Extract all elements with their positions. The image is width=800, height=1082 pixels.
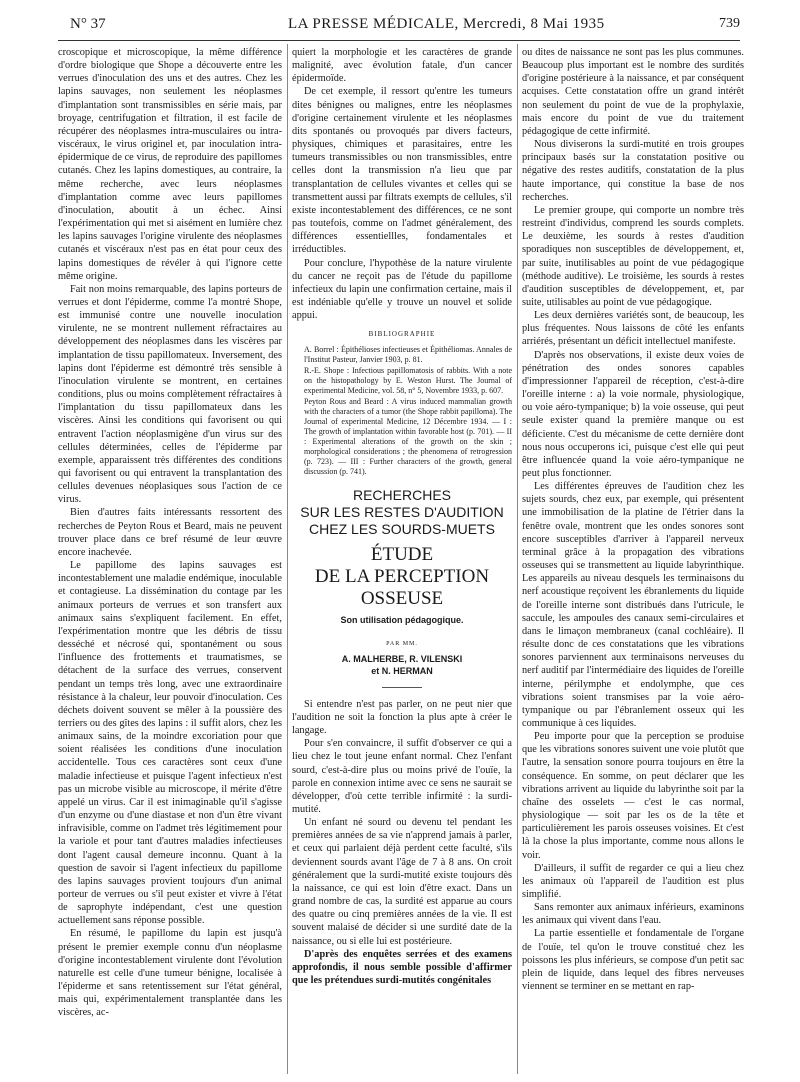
article-heading [292,487,512,687]
paragraph: D'après nos observations, il existe deux voies de pénétration des ondes sonores capables d'impressionner l'appareil de réception, c'est-à-dire l'oreille interne : a) la voie normale, physiologique, ou voie aéro-tympanique; b) la voie osseuse, qui peut seule exister quand la première manque ou est déficiente. C'est du mécanisme de cette dernière dont nous nous occuperons ici, puisque c'est elle qui peut être influencée quand la voie aéro-tympanique ne peut plus fonctionner. [522,349,744,479]
paragraph: Un enfant né sourd ou devenu tel pendant les premières années de sa vie n'apprend jamais à parler, et ceux qui parlaient déjà perdent cette faculté, s'ils deviennent sourds avant l'âge de 7 à 8 ans. On croit généralement que la surdi-mutité existe toujours dès la naissance, ce qui est loin d'être exact. Dans un grand nombre de cas, la surdité est apparue au cours des quatre ou cinq premières années de la vie. Il est souvent malaisé de décider si une surdité date de la naissance, ou si elle lui est postérieure. [292,817,512,947]
byline-par: PAR MM. [386,640,418,647]
separator-rule [382,687,422,688]
authors [292,653,512,677]
title-line: RECHERCHES [352,487,451,504]
paragraph: La partie essentielle et fondamentale de l'organe de l'ouïe, tel qu'on le trouve constitué chez les poissons les plus inférieurs, se compose d'un petit sac plein de liquide, dans lequel des fibres nerveuses viennent se terminer en se mettant en rap- [522,928,744,993]
paragraph: Les deux dernières variétés sont, de beaucoup, les plus fréquentes. Nous laissons de côté les enfants arriérés, présentant un déficit intellectuel manifeste. [522,310,744,348]
journal-title: LA PRESSE MÉDICALE, Mercredi, 8 Mai 1935 [288,16,605,32]
column-2 [292,46,512,987]
paragraph: De cet exemple, il ressort qu'entre les tumeurs dites bénignes ou malignes, entre les néoplasmes d'origine certainement virulente et les néoplasmes dits spontanés ou provoqués par divers facteurs, physiques, chimiques et parasitaires, entre les tumeurs transmissibles ou non transmissibles, entre celles dont la transmission n'a lieu que par transplantation de cellules vivantes et celles qui se transmettent aussi par filtrats exempts de cellules, s'il existe incontestablement des différences, ce ne sont pas toutefois, comme on l'admet généralement, des différences essentiellles, fondamentales et irréductibles. [292,86,512,256]
page-number: 739 [719,16,740,31]
bibliography-entry: R.-E. Shope : Infectious papillomatosis of rabbits. With a note on the histopathology by E. Weston Hurst. The Journal of experimental Medicine, vol. 58, n° 5, Novembre 1933, p. 607. [304,366,512,396]
header-rule [58,40,740,41]
paragraph: Pour s'en convaincre, il suffit d'observer ce qui a lieu chez le tout jeune enfant normal. Chez l'enfant sourd, c'est-à-dire plus ou moins privé de l'ouïe, la parole en connexion intime avec ce sens ne saurait se développer, d'où cette terrible infirmité : la surdi-mutité. [292,738,512,815]
column-3 [522,46,744,993]
paragraph: D'ailleurs, il suffit de regarder ce qui a lieu chez les animaux où l'appareil de l'audition est plus simplifié. [522,862,744,900]
author-line: A. MALHERBE, R. VILENSKI [341,653,463,664]
paragraph: Le premier groupe, qui comporte un nombre très restreint d'individus, comprend les sourds complets. Le deuxième, les sourds à restes d'audition sporadiques non susceptibles de développement, et, par suite, inutilisables au point de vue pédagogique (méthode auditive). Le troisième, les sourds à restes d'audition susceptibles de développement, et, par suite, utilisables au point de vue pédagogique. [522,204,744,308]
paragraph: Bien d'autres faits intéressants ressortent des recherches de Peyton Rous et Beard, mais ne peuvent trouver place dans ce bref résumé de leur œuvre encore inachevée. [58,507,282,558]
paragraph: D'après des enquêtes serrées et des examens approfondis, il nous semble possible d'affirmer que les prétendues surdi-mutités congénitales [292,948,512,987]
paragraph: Peu importe pour que la perception se produise que les vibrations sonores suivent une voie plutôt que l'autre, la sensation sonore pourra toujours en être la conséquence. En somme, on peut déclarer que les vibrations arrivent au liquide du labyrinthe soit par la chaîne des osselets — c'est le cas normal, physiologique — soit par les os de la tête et particulièrement les parois osseuses voisines. Et c'est là la chose la plus importante, comme nous allons le voir. [522,731,744,861]
page-header [58,10,740,34]
paragraph: Pour conclure, l'hypothèse de la nature virulente du cancer ne reçoit pas de l'étude du papillome infectieux du lapin une confirmation certaine, mais il est indéniable qu'elle y trouve un nouvel et solide appui. [292,257,512,322]
author-line: et N. HERMAN [371,665,433,676]
bibliography [292,345,512,477]
column-divider [517,44,518,1074]
title-line: SUR LES RESTES D'AUDITION [300,504,504,521]
paragraph: quiert la morphologie et les caractères de grande malignité, avec évolution fatale, d'un cancer épidermoïde. [292,47,512,85]
paragraph: Fait non moins remarquable, des lapins porteurs de verrues et dont l'épiderme, comme l'a montré Shope, est immunisé contre une nouvelle inoculation virulente, ne se montrent nullement réfractaires au développement des néoplasmes dans les viscères par implantation de tissu papillomateux. Inversement, des lapins dont l'épiderme est démontré très sensible à l'inoculation virulente se montrent, en certaines conditions, plus ou moins complètement réfractaires à l'implantation du tissu papillomateux dans les viscères. Ainsi les conditions qui favorisent ou qui entravent l'action néoplasmigène d'un virus sur des cellules déterminées, celles de l'épiderme par exemple, apparaissent très différentes des conditions qui favorisent ou qui entravent la transplantation des cellules devenues néoplasiques sous l'action de ce virus. [58,283,282,506]
paragraph: Nous diviserons la surdi-mutité en trois groupes principaux basés sur la constatation positive ou négative des restes auditifs, constatation de la plus haute importance, qui constitue la base de nos recherches. [522,139,744,203]
bibliography-title: BIBLIOGRAPHIE [368,330,436,339]
title-line: DE LA PERCEPTION OSSEUSE [314,566,490,610]
article-title [292,487,512,538]
paragraph: Les différentes épreuves de l'audition chez les sujets sourds, chez eux, par exemple, qui présentent une immobilisation de la platine de l'étrier dans la fenêtre ovale, montrent que les ondes sonores sont encore susceptibles d'arriver à l'appareil nerveux terminal grâce à la propagation des vibrations osseuses qui se transmettent au liquide labyrinthique. Les appareils au niveau desquels les terminaisons du nerf acoustique reçoivent les ébranlements du liquide de l'oreille interne sont distribués dans l'utricule, le saccule, les ampoules des canaux semi-circulaires et dans le limaçon membraneux (canal cochléaire). Il résulte donc de ces constatations que les vibrations sonores parviennent aux terminaisons nerveuses du nerf auditif par l'intermédiaire des liquides de l'oreille interne, périlymphe et endolymphe, que ces vibrations soient transmises par la voie aéro-tympanique ou par l'ébranlement osseux qui les communique à ces liquides. [522,481,744,729]
issue-number: N° 37 [70,16,106,32]
paragraph: Si entendre n'est pas parler, on ne peut nier que l'audition ne soit la fonction la plus apte à créer le langage. [292,698,512,737]
paragraph: Le papillome des lapins sauvages est incontestablement une maladie endémique, inoculable et contagieuse. La dissémination du contage par les animaux porteurs de verrues et son transfert aux animaux sains s'expliquent facilement. En effet, l'expérimentation montre que les débris de tissu desséché et nécrosé qui, spontanément ou sous l'influence des frottements et traumatismes, se détachent de la surface des verrues, conservent pendant un temps très long, avec une extraordinaire résistance à la chaleur, leur pouvoir d'inoculation. Ces déchets doivent souvent se mêler à la poussière des terriers ou des gîtes des lapins : il suffit alors, chez les animaux sains, de la moindre excoriation pour que soient réalisées les conditions d'une inoculation accidentelle. Tous ces caractères sont ceux d'une maladie infectieuse et puisque l'agent infectieux n'est pas un microbe visible au microscope, il mérite d'être appelé un virus. Car il est inimaginable qu'il s'agisse d'un enzyme ou d'une diastase et non d'un être vivant infravisible, comme on l'admet très légitimement pour la variole et pour tant d'autres maladies infectieuses dont l'agent causal demeure inconnu. Quant à la question de savoir si l'agent infectieux du papillome des lapins sauvages provient toujours d'un animal porteur de verrues ou s'il peut exister et vivre à l'état de saprophyte indépendant, c'est une question actuellement sans réponse possible. [58,560,282,927]
column-1 [58,46,282,1020]
article-subtitle-heading [292,544,512,610]
title-line: ÉTUDE [370,544,434,566]
bibliography-entry: A. Borrel : Épithélioses infectieuses et Épithéliomas. Annales de l'Institut Pasteur, Janvier 1903, p. 81. [304,345,512,365]
bibliography-entry: Peyton Rous and Beard : A virus induced mammalian growth with the characters of a tumor (the Shope rabbit papilloma). The Journal of experimental Medicine, 12 Décembre 1934. — I : The growth of implantation within favorable host (p. 701). — II : Experimental alterations of the growth on the skin ; morphological considerations ; the phenomena of retrogression (p. 723). — III : Further characters of the growth, general discussion (p. 741). [304,397,512,477]
paragraph: croscopique et microscopique, la même différence d'ordre biologique que Shope a découverte entre les verrues d'inoculation des uns et des autres. Chez les lapins sauvages, non seulement les néoplasmes d'implantation sont transmissibles en série mais, par broyage, centrifugation et filtration, il est facile de récupérer des néoplasmes intra-musculaires ou intra-viscéraux, le virus originel et, par inoculation intra-épidermique de ce virus, de reproduire des papillomes cutanés. Chez les lapins domestiques, au contraire, la même recherche, avec leurs néoplasmes d'implantation comme avec leurs papillomes d'inoculation, aboutit à un échec. Ainsi l'expérimentation qui met si aisément en lumière chez les lapins sauvages l'origine virulente des néoplasmes cutanés et viscéraux n'est pas en état pour ceux des lapins domestiques de révéler à qui l'ignore cette même origine. [58,47,282,282]
column-divider [287,44,288,1074]
paragraph: ou dites de naissance ne sont pas les plus communes. Beaucoup plus important est le nombre des surdités d'origine postérieure à la naissance, et par conséquent acquises. Cette constatation offre un grand intérêt non seulement du point de vue de la prophylaxie, mais encore du point de vue du traitement pédagogique de cette infirmité. [522,47,744,137]
title-line: CHEZ LES SOURDS-MUETS [309,521,495,538]
paragraph: Sans remonter aux animaux inférieurs, examinons les animaux qui vivent dans l'eau. [522,902,744,927]
paragraph: En résumé, le papillome du lapin est jusqu'à présent le premier exemple connu d'un néoplasme d'origine incontestablement virulente dont l'évolution naturelle est celle d'une tumeur bénigne, localisée à l'épiderme et sans retentissement sur l'état général, mais qui, expérimentalement transplantée dans les viscères, ac- [58,928,282,1019]
article-subtitle: Son utilisation pédagogique. [340,615,464,626]
